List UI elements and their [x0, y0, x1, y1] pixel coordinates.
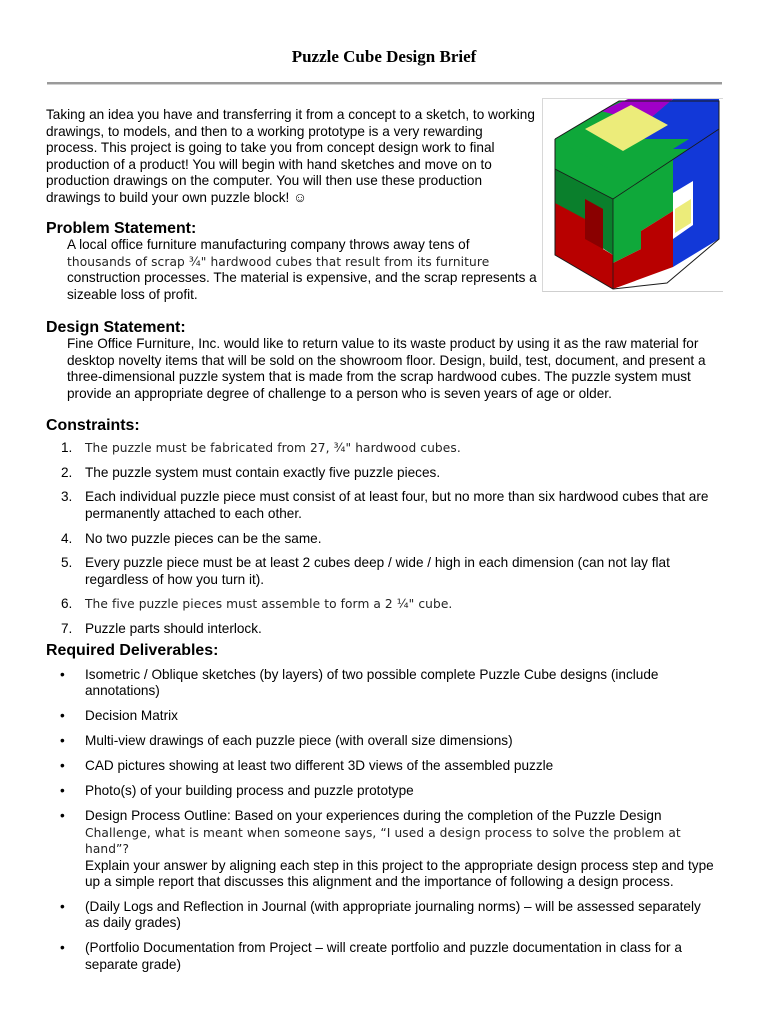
cube-right-yellow — [675, 199, 691, 233]
constraint-text: No two puzzle pieces can be the same. — [85, 530, 322, 546]
deliverables-list — [46, 667, 716, 982]
constraint-text: The puzzle system must contain exactly five puzzle pieces. — [85, 464, 441, 480]
constraint-item — [46, 621, 726, 637]
constraint-number: 6. — [61, 596, 73, 612]
constraint-number: 1. — [61, 440, 73, 455]
constraint-text: The puzzle must be fabricated from 27, ¾" hardwood cubes. — [85, 441, 461, 455]
design-heading: Design Statement: — [46, 319, 186, 336]
problem-text — [67, 237, 547, 303]
constraint-item — [46, 531, 726, 547]
deliverable-item: • Isometric / Oblique sketches (by layers) of two possible complete Puzzle Cube designs (include annotations) — [60, 667, 659, 699]
constraint-number: 7. — [61, 621, 73, 637]
constraint-number: 5. — [61, 555, 73, 571]
deliverables-heading: Required Deliverables: — [46, 642, 219, 659]
constraint-item — [46, 489, 726, 522]
constraint-number: 2. — [61, 464, 73, 480]
constraint-text: The five puzzle pieces must assemble to form a 2 ¼" cube. — [85, 597, 453, 612]
constraint-number: 4. — [61, 530, 73, 546]
deliverable-item: • Multi-view drawings of each puzzle piece (with overall size dimensions) — [60, 733, 513, 749]
constraint-number: 3. — [61, 489, 73, 505]
constraint-text: Puzzle parts should interlock. — [85, 621, 262, 637]
page-title: Puzzle Cube Design Brief — [291, 47, 477, 66]
deliverable-item: • CAD pictures showing at least two different 3D views of the assembled puzzle — [60, 758, 554, 774]
title-divider — [47, 82, 722, 85]
deliverable-item: • (Daily Logs and Reflection in Journal (with appropriate journaling norms) – will be assessed separately as daily grades) — [60, 899, 701, 931]
intro-paragraph: Taking an idea you have and transferring it from a concept to a sketch, to working drawings, to models, and then to a working prototype is a very rewarding process. This project is going to take you from concept design work to final production of a product! You will begin with hand sketches and move on to production drawings on the computer. You will then use these production drawings to build your own puzzle block! ☺ — [46, 107, 535, 205]
constraint-item — [46, 440, 726, 456]
deliverable-item-process: • Design Process Outline: Based on your experiences during the completion of the Puzzle Design Challenge, what is meant when someone says, “I used a design process to solve the problem at hand”? Explain your answer by aligning each step in this project to the appropriate design process step and type up a simple report that discusses this alignment and the importance of following a design process. — [60, 808, 714, 890]
deliverable-item: • (Portfolio Documentation from Project – will create portfolio and puzzle documentation in class for a separate grade) — [60, 940, 682, 972]
constraint-text: Every puzzle piece must be at least 2 cubes deep / wide / high in each dimension (can not lay flat regardless of how you turn it). — [85, 555, 670, 587]
puzzle-cube-image — [543, 99, 723, 291]
problem-heading: Problem Statement: — [46, 220, 197, 237]
problem-line-2: thousands of scrap ¾" hardwood cubes that result from its furniture — [67, 254, 490, 269]
design-text: Fine Office Furniture, Inc. would like to return value to its waste product by using it as the raw material for desktop novelty items that will be sold on the showroom floor. Design, build, test, document, and present a three-dimensional puzzle system that is made from the scrap hardwood cubes. The puzzle system must provide an appropriate degree of challenge to a person who is seven years of age or older. — [67, 336, 706, 401]
deliverable-item: • Photo(s) of your building process and puzzle prototype — [60, 783, 414, 799]
puzzle-cube-figure — [542, 98, 723, 292]
constraint-text: Each individual puzzle piece must consist of at least four, but no more than six hardwood cubes that are permanently attached to each other. — [85, 489, 709, 521]
constraint-item — [46, 596, 726, 612]
constraint-item — [46, 555, 726, 588]
constraint-item — [46, 465, 726, 481]
constraints-heading: Constraints: — [46, 417, 140, 434]
problem-line-1: A local office furniture manufacturing company throws away tens of — [67, 237, 470, 252]
problem-rest: construction processes. The material is expensive, and the scrap represents a sizeable loss of profit. — [67, 270, 537, 302]
deliverable-item: • Decision Matrix — [60, 708, 178, 724]
constraints-list — [46, 440, 726, 646]
